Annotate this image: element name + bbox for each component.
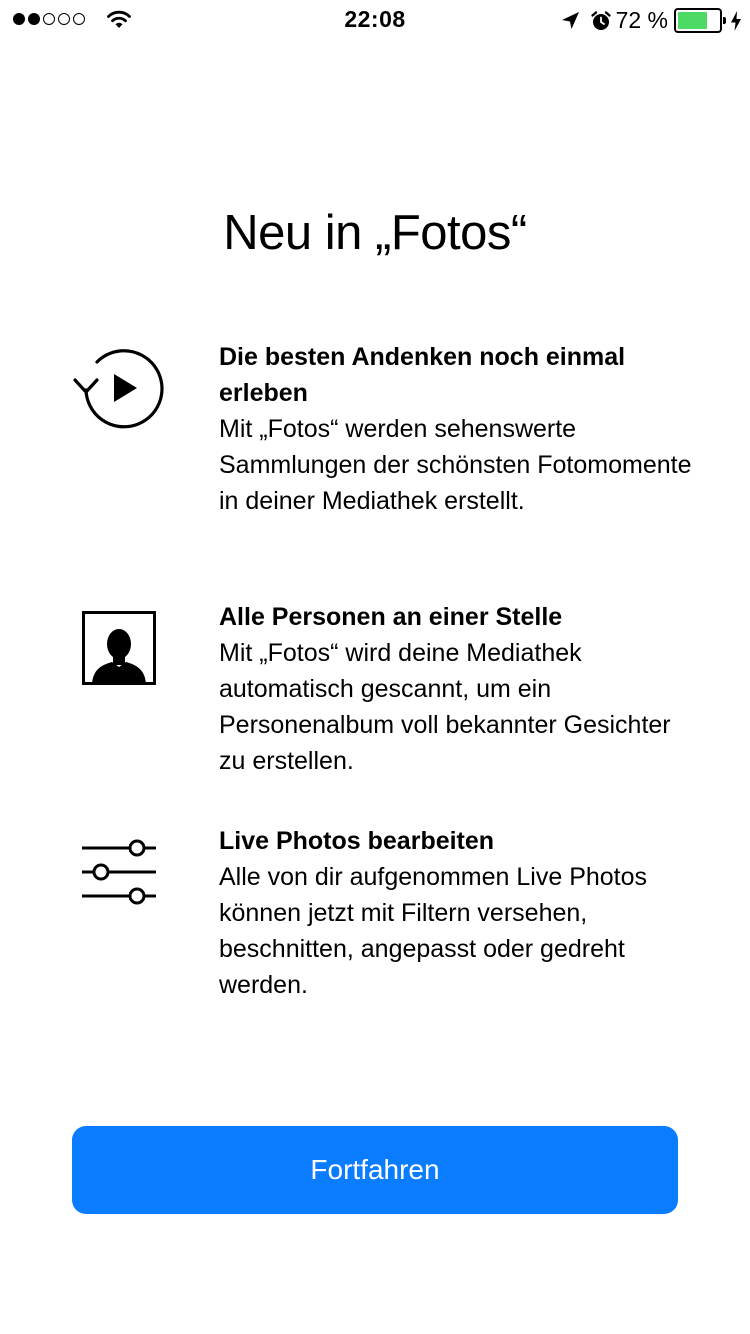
feature-title: Live Photos bearbeiten — [219, 827, 495, 855]
person-portrait-icon — [82, 611, 156, 685]
battery-body — [674, 8, 722, 33]
alarm-clock-icon — [590, 10, 612, 32]
feature-text — [219, 823, 699, 1003]
continue-button[interactable]: Fortfahren — [72, 1126, 678, 1214]
sliders-icon — [82, 837, 158, 907]
charging-bolt-icon — [730, 10, 742, 32]
location-arrow-icon — [560, 10, 582, 32]
feature-text — [219, 599, 699, 779]
replay-play-icon — [73, 348, 165, 430]
feature-title: Die besten Andenken noch einmal erleben — [219, 343, 626, 407]
status-bar — [0, 0, 750, 40]
status-time: 22:08 — [344, 6, 406, 32]
battery-cap — [723, 17, 726, 24]
feature-description: Mit „Fotos“ wird deine Mediathek automatisch gescannt, um ein Personenalbum voll bekannter Gesichter zu erstellen. — [219, 639, 671, 775]
battery-fill — [678, 12, 707, 29]
feature-description: Mit „Fotos“ werden sehenswerte Sammlungen der schönsten Fotomomente in deiner Mediathek erstellt. — [219, 415, 692, 515]
feature-title: Alle Personen an einer Stelle — [219, 603, 563, 631]
page-title: Neu in „Fotos“ — [223, 206, 527, 260]
feature-description: Alle von dir aufgenommen Live Photos können jetzt mit Filtern versehen, beschnitten, angepasst oder gedreht werden. — [219, 863, 648, 999]
status-right-group — [560, 7, 742, 34]
battery-icon — [674, 8, 726, 33]
feature-text — [219, 339, 699, 519]
battery-percentage: 72 % — [615, 7, 668, 33]
